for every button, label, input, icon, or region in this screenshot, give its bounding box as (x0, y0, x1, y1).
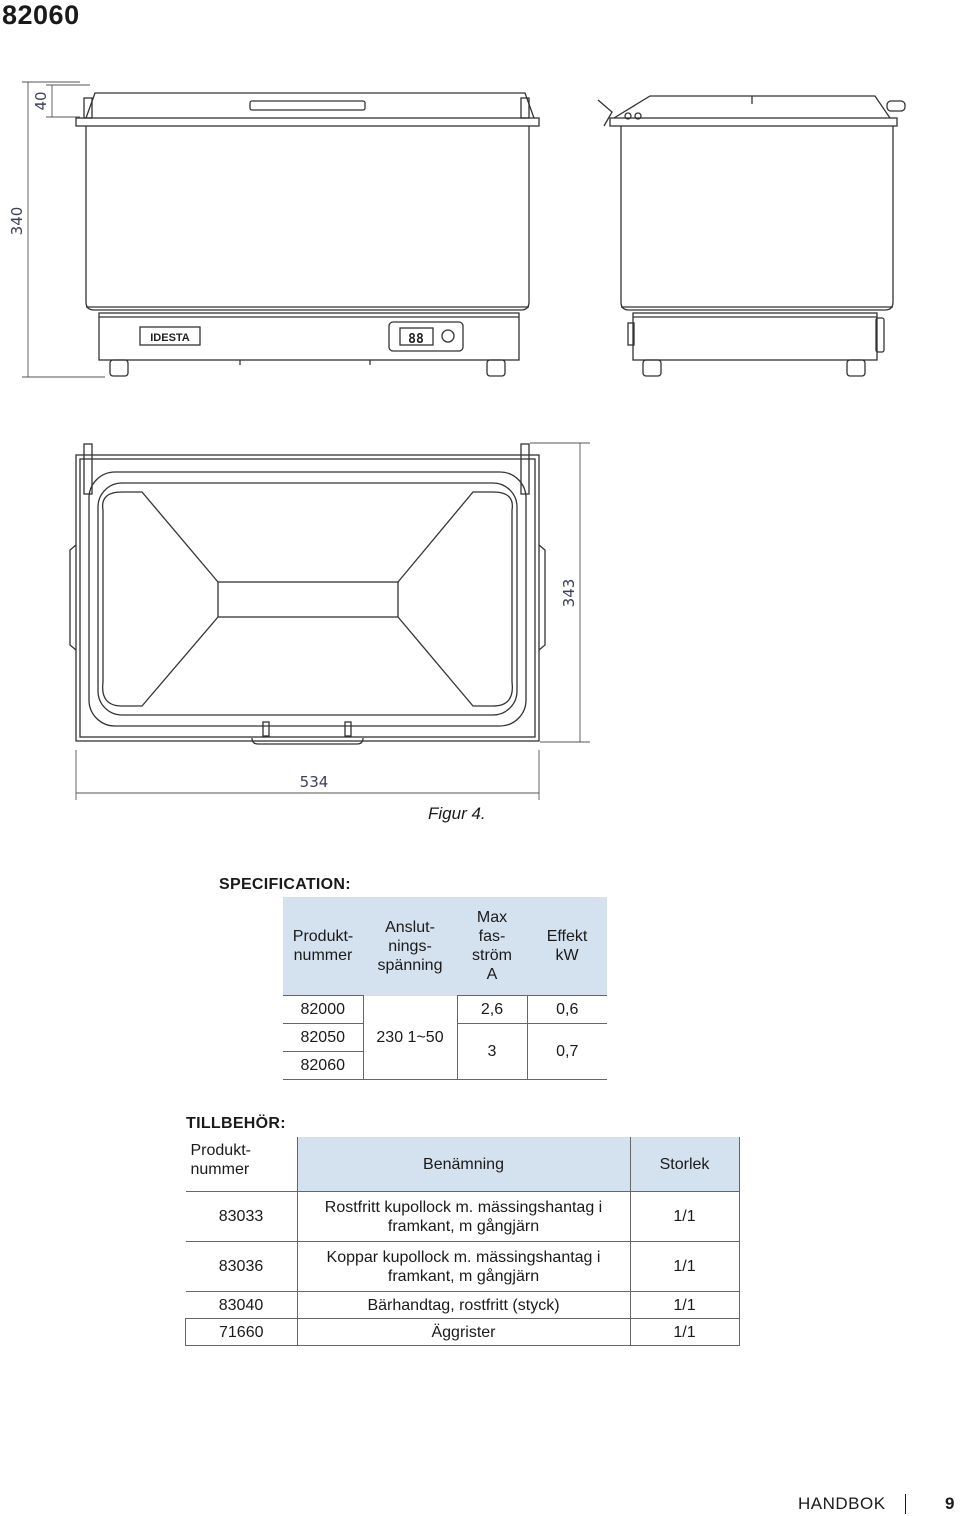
table-row (186, 1192, 740, 1242)
dim-total-height: 340 (8, 206, 26, 236)
spec-current: 2,6 (457, 996, 527, 1024)
spec-power: 0,6 (527, 996, 607, 1024)
temperature-display: 88 (408, 332, 424, 347)
dimension-lines (22, 82, 590, 800)
specification-table (283, 897, 607, 1080)
spec-col-power: Effekt kW (527, 897, 607, 996)
acc-col-size: Storlek (630, 1137, 739, 1192)
acc-size: 1/1 (630, 1319, 739, 1346)
spec-product: 82060 (283, 1052, 363, 1080)
brand-logo: IDESTA (150, 332, 190, 344)
spec-col-product: Produkt- nummer (283, 897, 363, 996)
side-view (598, 96, 905, 376)
table-row (283, 996, 607, 1024)
footer-divider (905, 1494, 906, 1514)
accessories-table (185, 1137, 740, 1346)
dim-width: 534 (299, 773, 329, 791)
acc-name: Rostfritt kupollock m. mässingshantag i framkant, m gångjärn (297, 1192, 630, 1242)
spec-col-current: Max fas- ström A (457, 897, 527, 996)
acc-product: 83036 (218, 1258, 264, 1275)
dim-lid-height: 40 (32, 91, 50, 111)
acc-size: 1/1 (630, 1242, 739, 1292)
specification-title: SPECIFICATION: (219, 876, 351, 893)
acc-size: 1/1 (630, 1192, 739, 1242)
table-row (186, 1242, 740, 1292)
table-row (186, 1319, 740, 1346)
acc-col-product: Produkt- nummer (186, 1137, 298, 1192)
dim-depth: 343 (560, 578, 578, 608)
page-number: 9 (945, 1494, 955, 1513)
spec-current: 3 (457, 1024, 527, 1080)
acc-product: 71660 (186, 1319, 298, 1346)
spec-product: 82000 (283, 996, 363, 1024)
acc-product: 83040 (218, 1296, 264, 1314)
figure-caption: Figur 4. (428, 804, 486, 823)
spec-product: 82050 (283, 1024, 363, 1052)
spec-col-voltage: Anslut- nings- spänning (363, 897, 457, 996)
model-number: 82060 (2, 0, 80, 30)
acc-size: 1/1 (630, 1292, 739, 1319)
acc-product: 83033 (218, 1208, 264, 1225)
table-row (186, 1292, 740, 1319)
top-view (70, 444, 545, 744)
acc-name: Bärhandtag, rostfritt (styck) (297, 1292, 630, 1319)
acc-name: Koppar kupollock m. mässingshantag i framkant, m gångjärn (297, 1242, 630, 1292)
acc-col-name: Benämning (297, 1137, 630, 1192)
acc-name: Äggrister (297, 1319, 630, 1346)
accessories-title: TILLBEHÖR: (186, 1115, 286, 1132)
spec-power: 0,7 (527, 1024, 607, 1080)
spec-voltage: 230 1~50 (363, 996, 457, 1080)
footer-label: HANDBOK (798, 1494, 886, 1513)
